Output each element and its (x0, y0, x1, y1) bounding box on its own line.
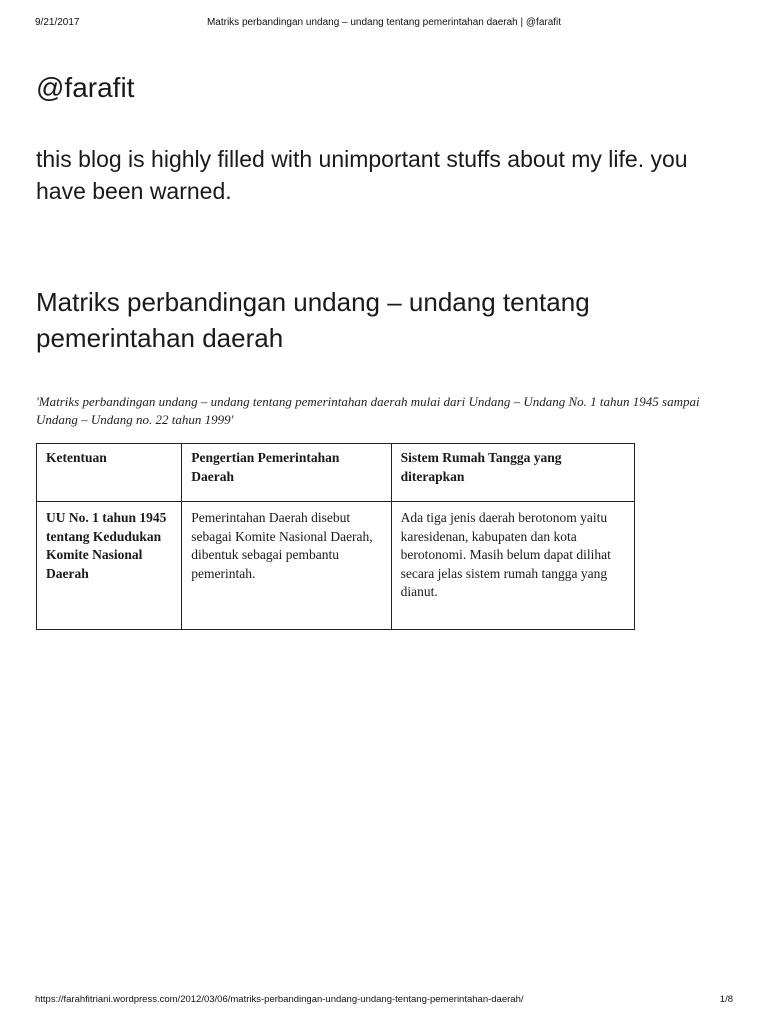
table-cell-ketentuan: UU No. 1 tahun 1945 tentang Kedudukan Komite Nasional Daerah (37, 502, 182, 630)
print-footer (35, 994, 733, 1008)
print-document-title: Matriks perbandingan undang – undang tentang pemerintahan daerah | @farafit (206, 17, 562, 28)
table-header-cell-sistem: Sistem Rumah Tangga yang diterapkan (391, 444, 634, 502)
print-date: 9/21/2017 (35, 17, 80, 28)
comparison-table (36, 443, 635, 630)
table-cell-sistem: Ada tiga jenis daerah berotonom yaitu karesidenan, kabupaten dan kota berotonomi. Masih belum dapat dilihat secara jelas sistem rumah tangga yang dianut. (391, 502, 634, 630)
page-number: 1/8 (719, 994, 733, 1005)
table-header-row (37, 444, 635, 502)
site-tagline: this blog is highly filled with unimportant stuffs about my life. you have been warned. (36, 146, 688, 204)
print-header (35, 17, 733, 31)
site-title[interactable]: @farafit (36, 72, 135, 103)
table-header-cell-pengertian: Pengertian Pemerintahan Daerah (182, 444, 391, 502)
post-title[interactable]: Matriks perbandingan undang – undang tentang pemerintahan daerah (36, 287, 590, 353)
table-cell-pengertian: Pemerintahan Daerah disebut sebagai Komite Nasional Daerah, dibentuk sebagai pembantu pemerintah. (182, 502, 391, 630)
table-row (37, 502, 635, 630)
table-header-cell-ketentuan: Ketentuan (37, 444, 182, 502)
post-intro: 'Matriks perbandingan undang – undang tentang pemerintahan daerah mulai dari Undang – Undang No. 1 tahun 1945 sampai Undang – Undang no. 22 tahun 1999' (36, 394, 700, 427)
page-url: https://farahfitriani.wordpress.com/2012/03/06/matriks-perbandingan-undang-undang-tentang-pemerintahan-daerah/ (35, 994, 524, 1005)
